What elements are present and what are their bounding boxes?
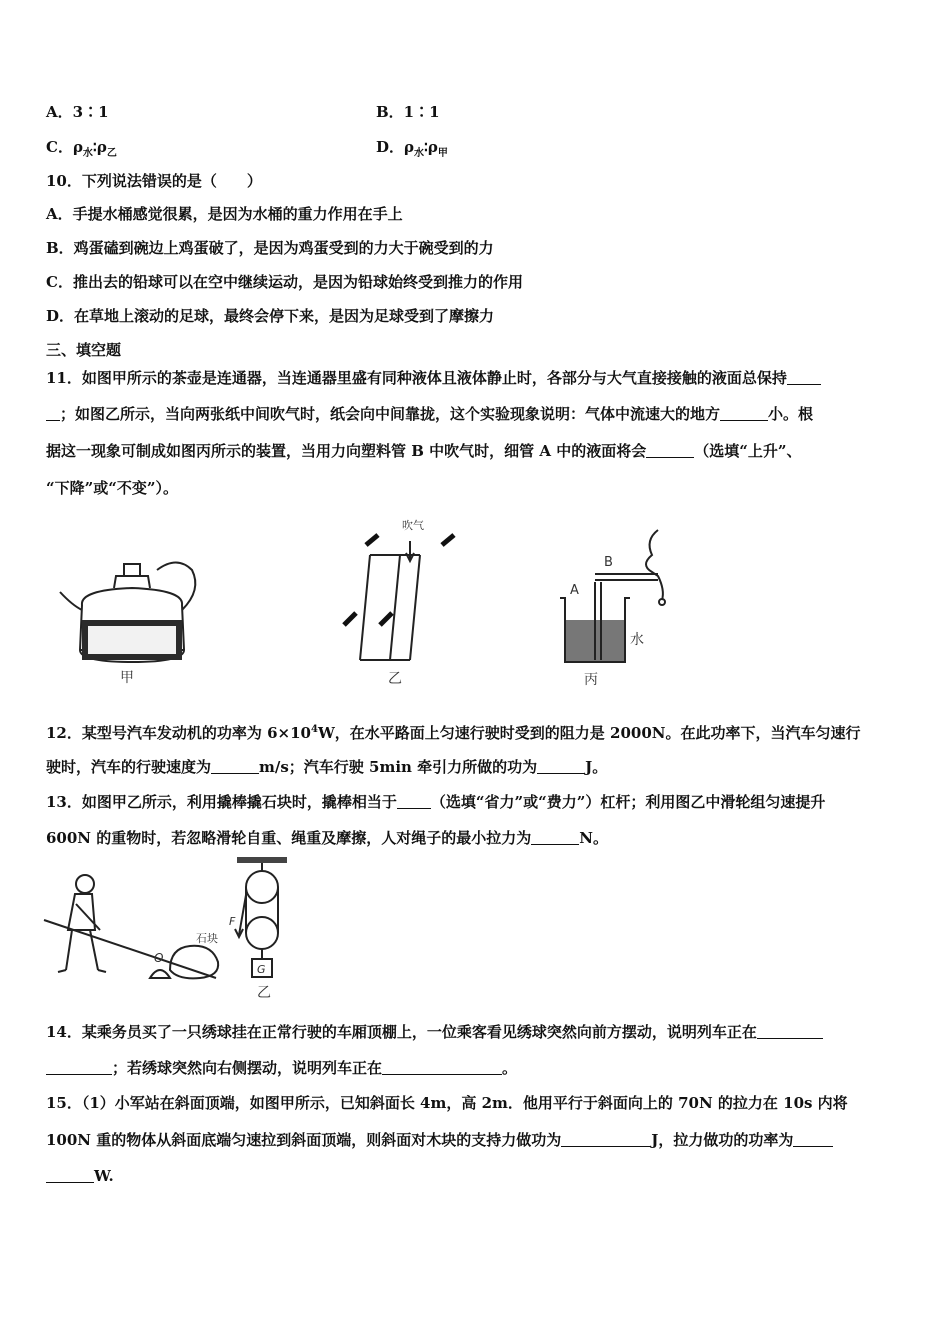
pulley-figure bbox=[225, 855, 305, 1000]
q14-line2: ；若绣球突然向右侧摆动，说明列车正在 。 bbox=[46, 1058, 517, 1078]
q10-option-a: A．手提水桶感觉很累，是因为水桶的重力作用在手上 bbox=[46, 205, 403, 223]
q15-line2: 100N 重的物体从斜面底端匀速拉到斜面顶端，则斜面对木块的支持力做功为 J，拉力做功的功率为 bbox=[46, 1130, 833, 1150]
fig-label-yi: 乙 bbox=[388, 671, 402, 687]
q15-line3: W. bbox=[46, 1166, 114, 1186]
fig-label-jia: 甲 bbox=[120, 670, 134, 686]
fig-label-bing: 丙 bbox=[584, 672, 598, 688]
q11-line2: ；如图乙所示，当向两张纸中间吹气时，纸会向中间靠拢，这个实验现象说明：气体中流速大的地方 小。根 bbox=[46, 404, 813, 424]
q10-option-d: D．在草地上滚动的足球，最终会停下来，是因为足球受到了摩擦力 bbox=[46, 307, 495, 325]
paper-figure bbox=[330, 515, 470, 690]
section-title: 三、填空题 bbox=[46, 341, 122, 359]
q11-line3: 据这一现象可制成如图丙所示的装置，当用力向塑料管 B 中吹气时，细管 A 中的液面将会 （选填“上升”、 bbox=[46, 442, 802, 460]
force-label: F bbox=[229, 915, 236, 928]
q11-line1: 11．如图甲所示的茶壶是连通器，当连通器里盛有同种液体且液体静止时，各部分与大气直接接触的液面总保持 bbox=[46, 368, 821, 388]
beaker-figure bbox=[540, 520, 690, 690]
option-b: B．1∶1 bbox=[376, 103, 440, 121]
q10-stem: 10．下列说法错误的是（ ） bbox=[46, 172, 262, 190]
pivot-label: O bbox=[154, 951, 164, 965]
q15-line1: 15．（1）小军站在斜面顶端，如图甲所示，已知斜面长 4m，高 2m．他用平行于斜面向上的 70N 的拉力在 10s 内将 bbox=[46, 1094, 848, 1112]
q10-option-c: C．推出去的铅球可以在空中继续运动，是因为铅球始终受到推力的作用 bbox=[46, 273, 523, 291]
fig-label-yi-2: 乙 bbox=[257, 985, 271, 1000]
label-b: B bbox=[604, 555, 613, 570]
q14-line1: 14．某乘务员买了一只绣球挂在正常行驶的车厢顶棚上，一位乘客看见绣球突然向前方摆动，说明列车正在 bbox=[46, 1022, 823, 1042]
water-label: 水 bbox=[630, 632, 644, 648]
q10-option-b: B．鸡蛋磕到碗边上鸡蛋破了，是因为鸡蛋受到的力大于碗受到的力 bbox=[46, 239, 494, 257]
teapot-figure bbox=[52, 550, 212, 690]
option-c: C．$\rho_水∶\rho_乙$ bbox=[46, 138, 117, 159]
label-a: A bbox=[570, 583, 579, 598]
option-a: A．3∶1 bbox=[46, 103, 109, 121]
weight-label: G bbox=[257, 963, 266, 976]
q13-line2: 600N 的重物时，若忽略滑轮自重、绳重及摩擦，人对绳子的最小拉力为 N。 bbox=[46, 829, 608, 847]
lever-figure bbox=[40, 870, 240, 1000]
blow-label: 吹气 bbox=[402, 519, 424, 532]
stone-label: 石块 bbox=[196, 932, 218, 945]
q12-line2: 驶时，汽车的行驶速度为 m/s；汽车行驶 5min 牵引力所做的功为 J。 bbox=[46, 758, 608, 776]
option-d: D．$\rho_水∶\rho_甲$ bbox=[376, 138, 448, 159]
q13-line1: 13．如图甲乙所示，利用撬棒撬石块时，撬棒相当于 （选填“省力”或“费力”）杠杆；利用图乙中滑轮组匀速提升 bbox=[46, 793, 826, 811]
q12-line1: 12．某型号汽车发动机的功率为 $6\times 10^4W$，在水平路面上匀速行驶时受到的阻力是 2000N。在此功率下，当汽车匀速行 bbox=[46, 724, 861, 742]
q11-line4: “下降”或“不变”）。 bbox=[46, 479, 179, 497]
